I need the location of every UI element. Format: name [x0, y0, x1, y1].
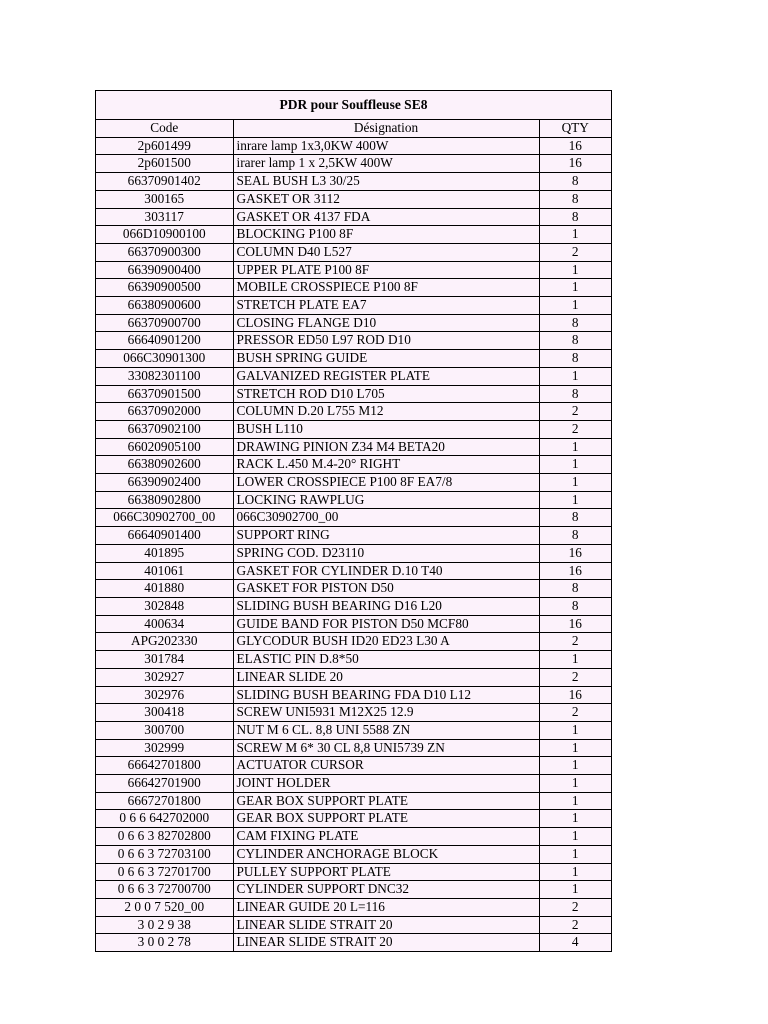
part-designation: COLUMN D.20 L755 M12	[233, 403, 539, 421]
part-code: 66390900400	[96, 261, 233, 279]
part-qty: 2	[539, 916, 611, 934]
part-code: 66390902400	[96, 474, 233, 492]
part-designation: NUT M 6 CL. 8,8 UNI 5588 ZN	[233, 721, 539, 739]
part-qty: 2	[539, 633, 611, 651]
part-designation: CAM FIXING PLATE	[233, 828, 539, 846]
table-row	[96, 562, 611, 580]
part-code: 401880	[96, 580, 233, 598]
part-code: 66390900500	[96, 279, 233, 297]
table-row	[96, 350, 611, 368]
part-code: 66642701800	[96, 757, 233, 775]
part-designation: LOWER CROSSPIECE P100 8F EA7/8	[233, 474, 539, 492]
part-designation: 066C30902700_00	[233, 509, 539, 527]
part-qty: 1	[539, 297, 611, 315]
part-qty: 1	[539, 775, 611, 793]
part-designation: MOBILE CROSSPIECE P100 8F	[233, 279, 539, 297]
part-designation: RACK L.450 M.4-20° RIGHT	[233, 456, 539, 474]
part-qty: 8	[539, 385, 611, 403]
part-designation: STRETCH ROD D10 L705	[233, 385, 539, 403]
table-row	[96, 721, 611, 739]
part-code: 302927	[96, 668, 233, 686]
part-code: 0 6 6 3 72703100	[96, 845, 233, 863]
part-designation: SPRING COD. D23110	[233, 544, 539, 562]
part-code: 66640901200	[96, 332, 233, 350]
table-row	[96, 420, 611, 438]
table-row	[96, 863, 611, 881]
part-designation: SEAL BUSH L3 30/25	[233, 173, 539, 191]
part-code: 0 6 6 642702000	[96, 810, 233, 828]
part-qty: 8	[539, 208, 611, 226]
part-code: 0 6 6 3 72701700	[96, 863, 233, 881]
part-qty: 16	[539, 137, 611, 155]
part-qty: 1	[539, 739, 611, 757]
header-row	[96, 120, 611, 137]
parts-table-body	[96, 120, 611, 951]
part-qty: 8	[539, 509, 611, 527]
part-code: 066C30901300	[96, 350, 233, 368]
part-code: 66380900600	[96, 297, 233, 315]
sheet-title: PDR pour Souffleuse SE8	[96, 91, 611, 120]
part-qty: 2	[539, 420, 611, 438]
table-row	[96, 527, 611, 545]
part-code: 66380902800	[96, 491, 233, 509]
part-qty: 8	[539, 597, 611, 615]
header-designation: Désignation	[233, 120, 539, 137]
part-designation: BUSH SPRING GUIDE	[233, 350, 539, 368]
part-designation: GALVANIZED REGISTER PLATE	[233, 367, 539, 385]
table-row	[96, 792, 611, 810]
part-code: 66370900700	[96, 314, 233, 332]
part-designation: PRESSOR ED50 L97 ROD D10	[233, 332, 539, 350]
part-code: 300165	[96, 190, 233, 208]
part-code: 401061	[96, 562, 233, 580]
part-code: 2p601500	[96, 155, 233, 173]
part-designation: STRETCH PLATE EA7	[233, 297, 539, 315]
part-code: 300700	[96, 721, 233, 739]
table-row	[96, 881, 611, 899]
part-designation: LINEAR SLIDE 20	[233, 668, 539, 686]
part-designation: LOCKING RAWPLUG	[233, 491, 539, 509]
part-designation: LINEAR SLIDE STRAIT 20	[233, 916, 539, 934]
table-row	[96, 137, 611, 155]
table-row	[96, 739, 611, 757]
part-code: 0 6 6 3 72700700	[96, 881, 233, 899]
part-designation: CYLINDER SUPPORT DNC32	[233, 881, 539, 899]
part-designation: SLIDING BUSH BEARING FDA D10 L12	[233, 686, 539, 704]
part-code: 66020905100	[96, 438, 233, 456]
part-designation: GASKET FOR CYLINDER D.10 T40	[233, 562, 539, 580]
part-code: 66370901500	[96, 385, 233, 403]
part-qty: 8	[539, 527, 611, 545]
table-row	[96, 385, 611, 403]
part-qty: 16	[539, 686, 611, 704]
part-code: 66370900300	[96, 243, 233, 261]
part-qty: 2	[539, 403, 611, 421]
table-row	[96, 916, 611, 934]
part-designation: UPPER PLATE P100 8F	[233, 261, 539, 279]
table-row	[96, 155, 611, 173]
table-row	[96, 580, 611, 598]
table-row	[96, 757, 611, 775]
part-code: 303117	[96, 208, 233, 226]
part-code: 66370902000	[96, 403, 233, 421]
part-qty: 16	[539, 562, 611, 580]
part-designation: GEAR BOX SUPPORT PLATE	[233, 810, 539, 828]
part-qty: 1	[539, 757, 611, 775]
table-row	[96, 456, 611, 474]
part-code: 302999	[96, 739, 233, 757]
part-qty: 8	[539, 190, 611, 208]
part-code: APG202330	[96, 633, 233, 651]
part-qty: 8	[539, 332, 611, 350]
part-qty: 16	[539, 155, 611, 173]
part-qty: 2	[539, 243, 611, 261]
part-qty: 1	[539, 261, 611, 279]
table-row	[96, 332, 611, 350]
part-designation: BLOCKING P100 8F	[233, 226, 539, 244]
part-code: 401895	[96, 544, 233, 562]
part-designation: SCREW UNI5931 M12X25 12.9	[233, 704, 539, 722]
part-code: 66642701900	[96, 775, 233, 793]
part-code: 66370901402	[96, 173, 233, 191]
part-code: 66640901400	[96, 527, 233, 545]
part-code: 400634	[96, 615, 233, 633]
part-qty: 2	[539, 704, 611, 722]
part-designation: CLOSING FLANGE D10	[233, 314, 539, 332]
table-row	[96, 597, 611, 615]
parts-sheet	[95, 90, 612, 952]
part-designation: LINEAR GUIDE 20 L=116	[233, 898, 539, 916]
part-designation: SUPPORT RING	[233, 527, 539, 545]
part-qty: 1	[539, 721, 611, 739]
part-designation: LINEAR SLIDE STRAIT 20	[233, 934, 539, 951]
part-qty: 1	[539, 651, 611, 669]
part-code: 66380902600	[96, 456, 233, 474]
part-designation: ELASTIC PIN D.8*50	[233, 651, 539, 669]
header-code: Code	[96, 120, 233, 137]
part-code: 3 0 2 9 38	[96, 916, 233, 934]
table-row	[96, 810, 611, 828]
part-qty: 4	[539, 934, 611, 951]
table-row	[96, 934, 611, 951]
part-qty: 1	[539, 474, 611, 492]
part-qty: 1	[539, 279, 611, 297]
part-code: 66672701800	[96, 792, 233, 810]
part-designation: GASKET FOR PISTON D50	[233, 580, 539, 598]
table-row	[96, 633, 611, 651]
part-designation: BUSH L110	[233, 420, 539, 438]
part-qty: 1	[539, 792, 611, 810]
part-designation: GASKET OR 3112	[233, 190, 539, 208]
part-qty: 1	[539, 881, 611, 899]
table-row	[96, 279, 611, 297]
table-row	[96, 438, 611, 456]
part-qty: 1	[539, 367, 611, 385]
table-row	[96, 544, 611, 562]
table-row	[96, 668, 611, 686]
part-code: 301784	[96, 651, 233, 669]
header-qty: QTY	[539, 120, 611, 137]
table-row	[96, 208, 611, 226]
part-code: 0 6 6 3 82702800	[96, 828, 233, 846]
part-designation: DRAWING PINION Z34 M4 BETA20	[233, 438, 539, 456]
part-qty: 8	[539, 350, 611, 368]
part-qty: 2	[539, 668, 611, 686]
part-designation: GLYCODUR BUSH ID20 ED23 L30 A	[233, 633, 539, 651]
part-code: 066C30902700_00	[96, 509, 233, 527]
table-row	[96, 775, 611, 793]
part-qty: 1	[539, 845, 611, 863]
part-qty: 1	[539, 438, 611, 456]
part-qty: 1	[539, 863, 611, 881]
table-row	[96, 491, 611, 509]
part-qty: 8	[539, 173, 611, 191]
parts-table	[96, 120, 611, 951]
part-designation: PULLEY SUPPORT PLATE	[233, 863, 539, 881]
table-row	[96, 297, 611, 315]
table-row	[96, 845, 611, 863]
part-qty: 2	[539, 898, 611, 916]
part-code: 2p601499	[96, 137, 233, 155]
part-code: 3 0 0 2 78	[96, 934, 233, 951]
table-row	[96, 243, 611, 261]
part-code: 33082301100	[96, 367, 233, 385]
part-designation: irarer lamp 1 x 2,5KW 400W	[233, 155, 539, 173]
table-row	[96, 615, 611, 633]
table-row	[96, 173, 611, 191]
table-row	[96, 314, 611, 332]
part-designation: GEAR BOX SUPPORT PLATE	[233, 792, 539, 810]
table-row	[96, 704, 611, 722]
table-row	[96, 261, 611, 279]
table-row	[96, 474, 611, 492]
part-qty: 1	[539, 491, 611, 509]
part-qty: 1	[539, 226, 611, 244]
part-code: 302976	[96, 686, 233, 704]
part-qty: 1	[539, 828, 611, 846]
part-code: 300418	[96, 704, 233, 722]
table-row	[96, 403, 611, 421]
part-qty: 8	[539, 314, 611, 332]
table-row	[96, 651, 611, 669]
part-designation: SLIDING BUSH BEARING D16 L20	[233, 597, 539, 615]
part-designation: SCREW M 6* 30 CL 8,8 UNI5739 ZN	[233, 739, 539, 757]
part-code: 066D10900100	[96, 226, 233, 244]
part-qty: 16	[539, 615, 611, 633]
part-designation: GASKET OR 4137 FDA	[233, 208, 539, 226]
part-designation: JOINT HOLDER	[233, 775, 539, 793]
table-row	[96, 226, 611, 244]
part-designation: CYLINDER ANCHORAGE BLOCK	[233, 845, 539, 863]
part-qty: 1	[539, 456, 611, 474]
table-row	[96, 898, 611, 916]
table-row	[96, 686, 611, 704]
part-designation: ACTUATOR CURSOR	[233, 757, 539, 775]
part-qty: 16	[539, 544, 611, 562]
table-row	[96, 367, 611, 385]
part-designation: GUIDE BAND FOR PISTON D50 MCF80	[233, 615, 539, 633]
part-code: 66370902100	[96, 420, 233, 438]
part-code: 302848	[96, 597, 233, 615]
table-row	[96, 190, 611, 208]
part-designation: inrare lamp 1x3,0KW 400W	[233, 137, 539, 155]
table-row	[96, 828, 611, 846]
part-qty: 1	[539, 810, 611, 828]
table-row	[96, 509, 611, 527]
part-designation: COLUMN D40 L527	[233, 243, 539, 261]
part-code: 2 0 0 7 520_00	[96, 898, 233, 916]
part-qty: 8	[539, 580, 611, 598]
